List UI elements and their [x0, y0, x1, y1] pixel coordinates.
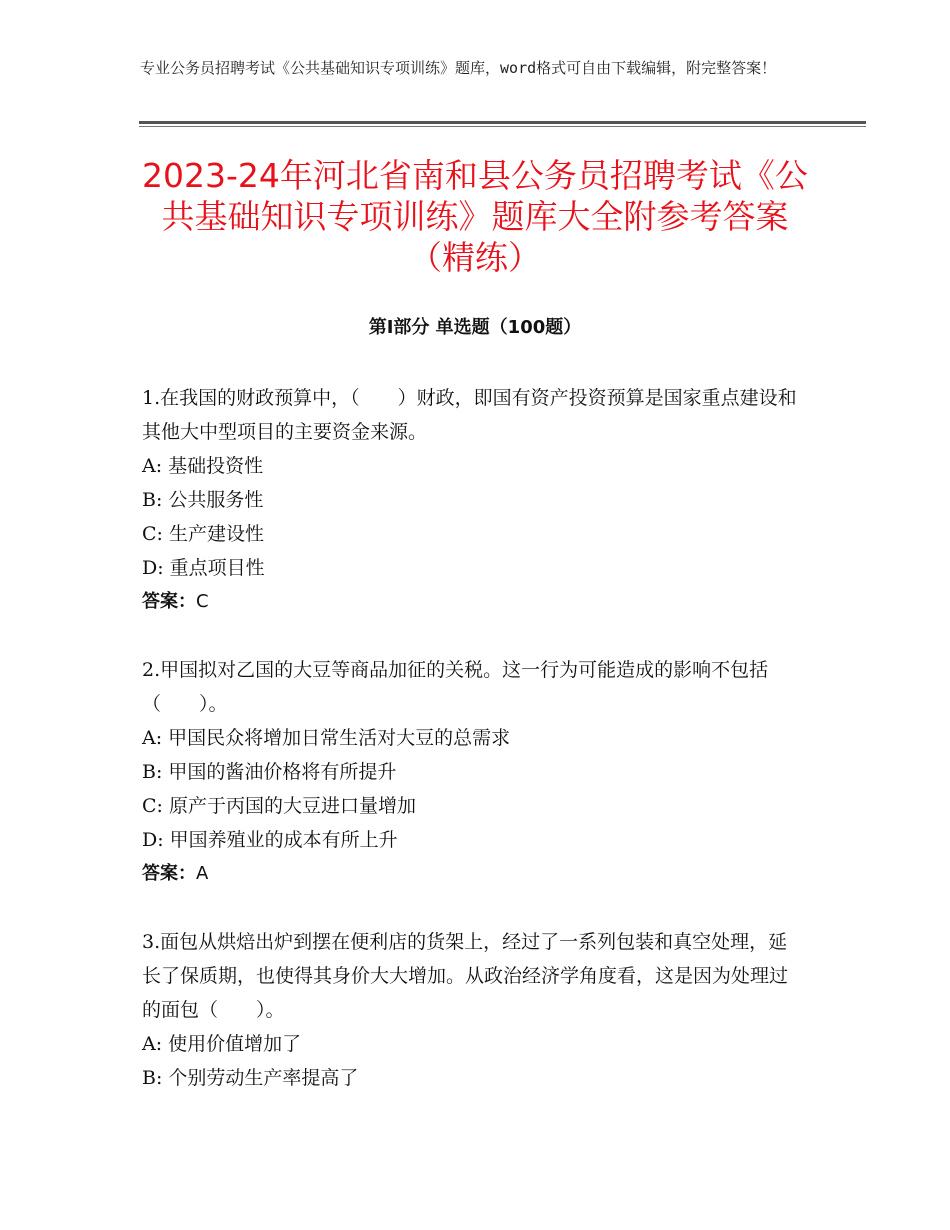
answer-value: A — [196, 863, 209, 884]
question-1 — [142, 381, 802, 619]
option-a: A: 使用价值增加了 — [142, 1033, 302, 1055]
question-stem: 2.甲国拟对乙国的大豆等商品加征的关税。这一行为可能造成的影响不包括（ ）。 — [142, 659, 769, 715]
answer-label: 答案： — [142, 863, 196, 884]
question-stem: 1.在我国的财政预算中，（ ）财政，即国有资产投资预算是国家重点建设和其他大中型项目的主要资金来源。 — [142, 387, 797, 443]
header-divider-thin — [139, 126, 866, 127]
question-list — [142, 381, 802, 1129]
question-3 — [142, 925, 802, 1095]
section-heading: 第I部分 单选题（100题） — [368, 317, 582, 338]
option-c: C: 原产于丙国的大豆进口量增加 — [142, 795, 416, 817]
answer-line — [142, 585, 802, 619]
answer-value: C — [196, 591, 209, 612]
question-stem: 3.面包从烘焙出炉到摆在便利店的货架上，经过了一系列包装和真空处理，延长了保质期，也使得其身价大大增加。从政治经济学角度看，这是因为处理过的面包（ ）。 — [142, 931, 789, 1021]
answer-label: 答案： — [142, 591, 196, 612]
option-d: D: 重点项目性 — [142, 557, 265, 579]
option-d: D: 甲国养殖业的成本有所上升 — [142, 829, 398, 851]
answer-line — [142, 857, 802, 891]
question-2 — [142, 653, 802, 891]
header-divider — [139, 121, 866, 124]
header-note: 专业公务员招聘考试《公共基础知识专项训练》题库，word格式可自由下载编辑，附完整答案！ — [140, 59, 777, 77]
option-b: B: 公共服务性 — [142, 489, 264, 511]
option-b: B: 个别劳动生产率提高了 — [142, 1067, 359, 1089]
option-c: C: 生产建设性 — [142, 523, 264, 545]
option-a: A: 甲国民众将增加日常生活对大豆的总需求 — [142, 727, 511, 749]
option-b: B: 甲国的酱油价格将有所提升 — [142, 761, 397, 783]
option-a: A: 基础投资性 — [142, 455, 264, 477]
document-title: 2023-24年河北省南和县公务员招聘考试《公共基础知识专项训练》题库大全附参考答案（精练） — [142, 156, 808, 277]
